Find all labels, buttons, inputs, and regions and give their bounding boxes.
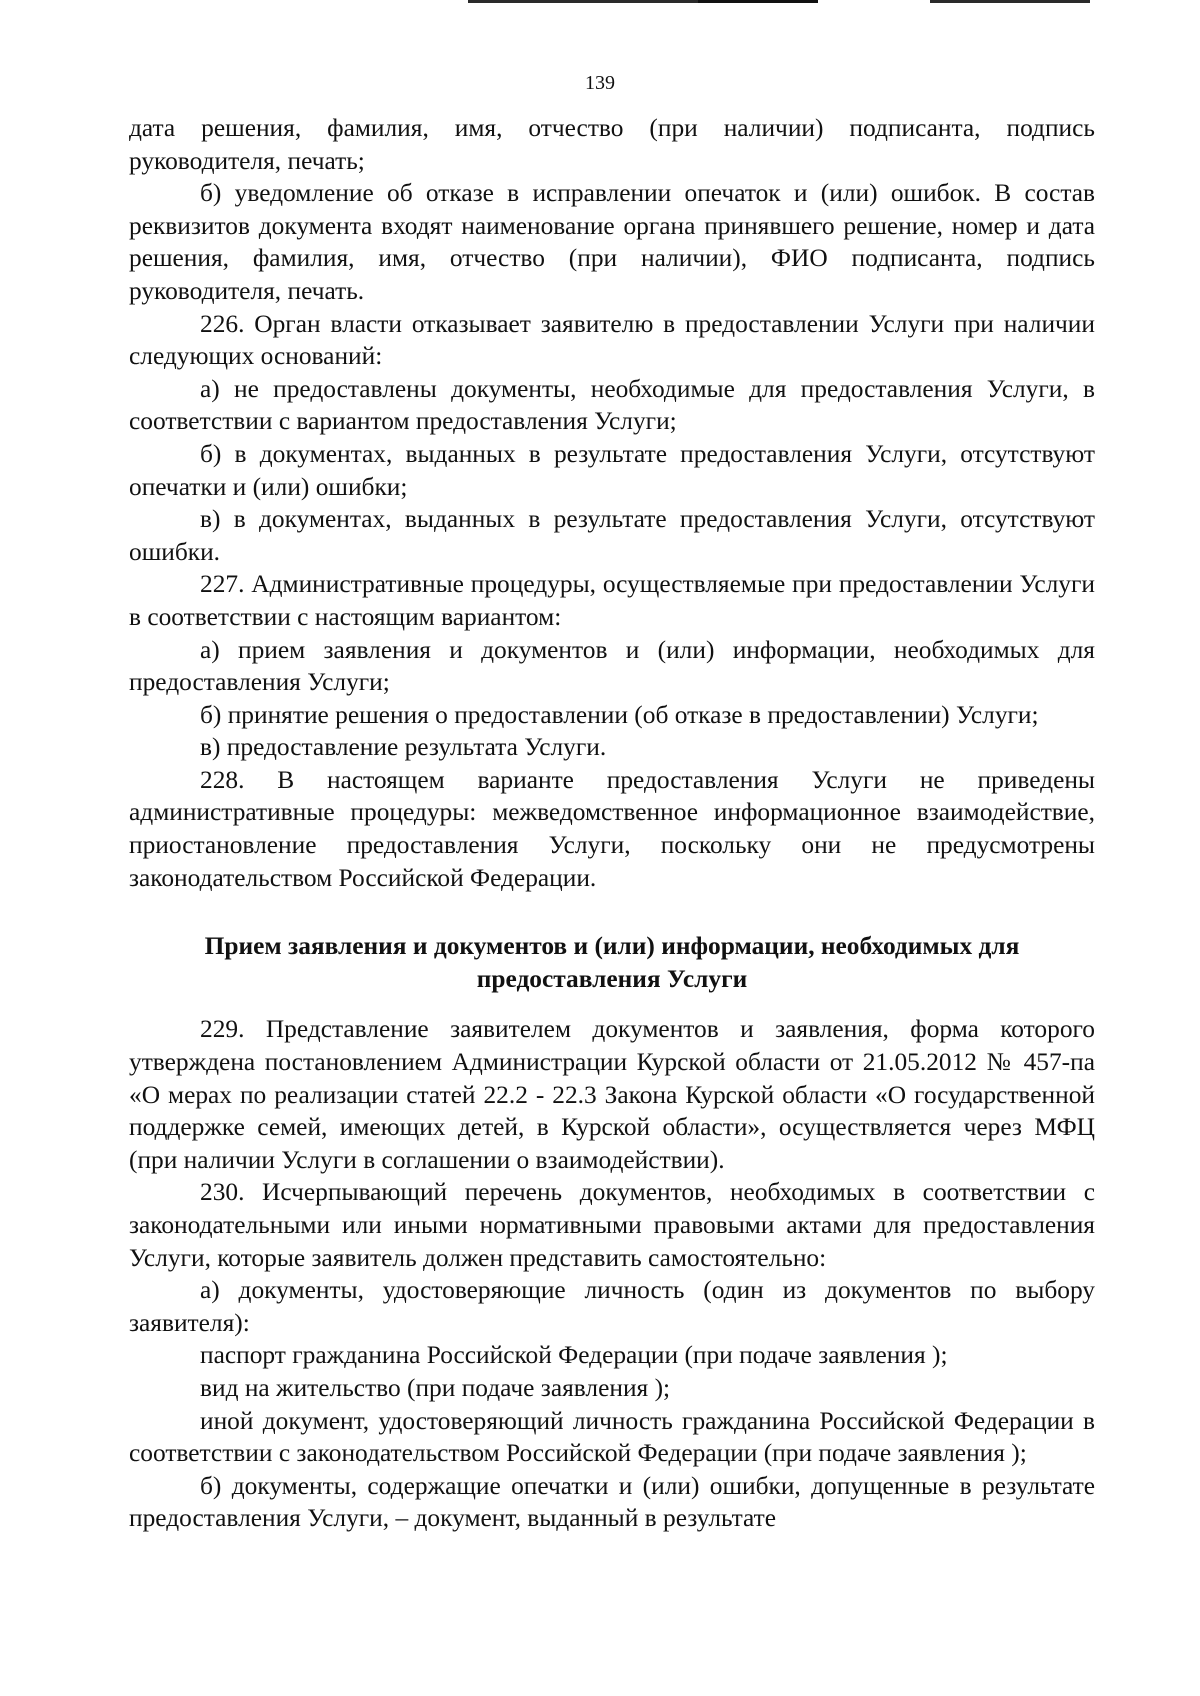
- page-number: 139: [585, 72, 615, 94]
- list-item-230-b: б) документы, содержащие опечатки и (или) ошибки, допущенные в результате предоставления Услуги, – документ, выданный в результате: [129, 1471, 1095, 1533]
- paragraph-continuation: дата решения, фамилия, имя, отчество (при наличии) подписанта, подпись руководителя, печать;: [129, 114, 1095, 175]
- sub-item-residence-permit: вид на жительство (при подаче заявления );: [200, 1373, 671, 1402]
- list-item-230-a: а) документы, удостоверяющие личность (один из документов по выбору заявителя):: [129, 1276, 1095, 1337]
- sub-item-other-document: иной документ, удостоверяющий личность гражданина Российской Федерации в соответствии с законодательством Российской Федерации (при подаче заявления );: [129, 1406, 1095, 1468]
- list-item-227-b: б) принятие решения о предоставлении (об отказе в предоставлении) Услуги;: [200, 700, 1039, 729]
- list-item-227-a: а) прием заявления и документов и (или) информации, необходимых для предоставления Услуги;: [129, 635, 1095, 697]
- section-heading: Прием заявления и документов и (или) информации, необходимых для предоставления Услуги: [204, 932, 1020, 993]
- sub-item-passport: паспорт гражданина Российской Федерации (при подаче заявления );: [200, 1341, 948, 1370]
- paragraph-229: 229. Представление заявителем документов и заявления, форма которого утверждена постановлением Администрации Курской области от 21.05.2012 № 457-па «О мерах по реализации статей 22.2 - 22.3 Закона Курской области «О государственной поддержке семей, имеющих детей, в Курской области», осуществляется через МФЦ (при наличии Услуги в соглашении о взаимодействии).: [129, 1015, 1095, 1174]
- document-body: [129, 112, 1095, 1535]
- list-item-227-c: в) предоставление результата Услуги.: [200, 733, 607, 762]
- paragraph-notice-refusal: б) уведомление об отказе в исправлении опечаток и (или) ошибок. В состав реквизитов документа входят наименование органа принявшего решение, номер и дата решения, фамилия, имя, отчество (при наличии), ФИО подписанта, подпись руководителя, печать.: [129, 179, 1095, 305]
- list-item-226-b: б) в документах, выданных в результате предоставления Услуги, отсутствуют опечатки и (или) ошибки;: [129, 439, 1095, 501]
- paragraph-230: 230. Исчерпывающий перечень документов, необходимых в соответствии с законодательными или иными нормативными правовыми актами для предоставления Услуги, которые заявитель должен представить самостоятельно:: [129, 1178, 1095, 1272]
- scan-edge-marks: [0, 0, 1200, 4]
- paragraph-228: 228. В настоящем варианте предоставления Услуги не приведены административные процедуры: межведомственное информационное взаимодействие, приостановление предоставления Услуги, поскольку они не предусмотрены законодательством Российской Федерации.: [129, 765, 1095, 892]
- list-item-226-a: а) не предоставлены документы, необходимые для предоставления Услуги, в соответствии с вариантом предоставления Услуги;: [129, 374, 1095, 436]
- list-item-226-c: в) в документах, выданных в результате предоставления Услуги, отсутствуют ошибки.: [129, 505, 1095, 566]
- paragraph-226: 226. Орган власти отказывает заявителю в предоставлении Услуги при наличии следующих оснований:: [129, 309, 1095, 371]
- paragraph-227: 227. Административные процедуры, осуществляемые при предоставлении Услуги в соответствии с настоящим вариантом:: [129, 570, 1095, 631]
